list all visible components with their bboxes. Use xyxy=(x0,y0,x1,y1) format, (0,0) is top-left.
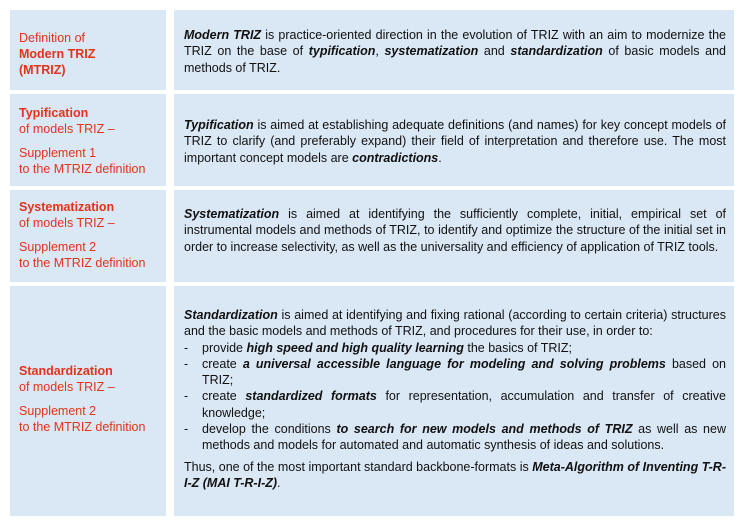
row-label-line: Supplement 1 xyxy=(19,146,97,160)
row-label-title: Systematization xyxy=(19,200,115,214)
row-label-line: Supplement 2 xyxy=(19,404,97,418)
row-label-cell xyxy=(10,10,170,90)
goals-list xyxy=(184,340,726,454)
table-row xyxy=(10,94,734,186)
table-row xyxy=(10,190,734,282)
term-emphasis: a universal accessible language for modeling and solving problems xyxy=(242,356,666,371)
text-span: as well as new methods and models for automated and automatic synthesis of ideas and solutions. xyxy=(202,422,726,453)
term-emphasis: contradictions xyxy=(352,150,439,165)
text-span: create xyxy=(202,356,243,371)
intro-paragraph xyxy=(184,307,726,340)
row-label-line: to the MTRIZ definition xyxy=(19,162,146,176)
text-span: provide xyxy=(202,340,247,355)
row-label-line: Supplement 2 xyxy=(19,240,97,254)
text-span: . xyxy=(277,475,281,490)
term-emphasis: to search for new models and methods of TRIZ xyxy=(336,422,633,437)
row-label-title: Modern TRIZ xyxy=(19,47,96,61)
text-span: and xyxy=(478,44,511,59)
row-description-cell xyxy=(174,286,734,516)
text-span: develop the conditions xyxy=(202,422,337,437)
list-item xyxy=(184,388,726,421)
dash-bullet: - xyxy=(184,389,189,404)
text-span: , xyxy=(375,44,385,59)
row-description-cell xyxy=(174,10,734,90)
row-label-line: of models TRIZ – xyxy=(19,216,115,230)
row-label-cell xyxy=(10,286,170,516)
table-row xyxy=(10,10,734,90)
text-span: based on TRIZ; xyxy=(202,356,726,388)
row-label-title: Standardization xyxy=(19,364,113,378)
list-item xyxy=(184,356,726,389)
text-span: is aimed at establishing adequate definitions (and names) for key concept models of TRIZ to clarify (and preferably expand) their field of interpretation and therefore use. The most important concept models are xyxy=(184,118,726,165)
row-label-cell xyxy=(10,94,170,186)
term-emphasis: Typification xyxy=(184,118,254,132)
row-label-line: of models TRIZ – xyxy=(19,380,115,394)
row-description-cell xyxy=(174,190,734,282)
text-span: is aimed at identifying the sufficiently complete, initial, empirical set of instrumental models and methods of TRIZ, to identify and optimize the structure of the initial set in order to increase selectivity, as well as the universality and efficiency of application of TRIZ tools. xyxy=(184,207,726,254)
term-emphasis: systematization xyxy=(384,44,479,59)
term-emphasis: standardized formats xyxy=(245,389,377,404)
term-emphasis: typification xyxy=(308,44,376,59)
text-span: of basic models and methods of TRIZ. xyxy=(184,44,726,75)
text-span: for representation, accumulation and transfer of creative knowledge; xyxy=(202,389,726,420)
dash-bullet: - xyxy=(184,422,189,437)
row-label-line: of models TRIZ – xyxy=(19,122,115,136)
list-item xyxy=(184,421,726,454)
row-description-text xyxy=(184,27,726,76)
row-label-cell xyxy=(10,190,170,282)
row-description-text xyxy=(184,117,726,166)
row-label-title: Typification xyxy=(19,106,89,120)
dash-bullet: - xyxy=(184,340,189,355)
term-emphasis: Standardization xyxy=(184,308,278,322)
term-emphasis: Systematization xyxy=(184,207,280,221)
list-item xyxy=(184,340,726,356)
term-emphasis: standardization xyxy=(510,44,603,59)
term-emphasis: Meta-Algorithm of Inventing T-R-I-Z (MAI T-R-I-Z) xyxy=(184,459,726,490)
term-emphasis: high speed and high quality learning xyxy=(246,340,464,355)
row-description-text xyxy=(184,307,726,491)
text-span: create xyxy=(202,389,246,404)
text-span: Thus, one of the most important standard backbone-formats is xyxy=(184,459,533,474)
text-span: the basics of TRIZ; xyxy=(463,340,573,355)
text-span: is aimed at identifying and fixing rational (according to certain criteria) structures and the basic models and methods of TRIZ, and procedures for their use, in order to: xyxy=(184,308,726,339)
text-span: . xyxy=(438,150,442,165)
row-description-text xyxy=(184,206,726,255)
text-span: is practice-oriented direction in the evolution of TRIZ with an aim to modernize the TRIZ on the base of xyxy=(184,28,726,59)
table-row xyxy=(10,286,734,516)
row-label-line: Definition of xyxy=(19,31,86,45)
row-label-line: to the MTRIZ definition xyxy=(19,420,146,434)
row-label-line: (MTRIZ) xyxy=(19,63,66,77)
closing-paragraph xyxy=(184,459,726,492)
row-description-cell xyxy=(174,94,734,186)
term-emphasis: Modern TRIZ xyxy=(184,28,262,42)
dash-bullet: - xyxy=(184,356,189,371)
row-label-line: to the MTRIZ definition xyxy=(19,256,146,270)
